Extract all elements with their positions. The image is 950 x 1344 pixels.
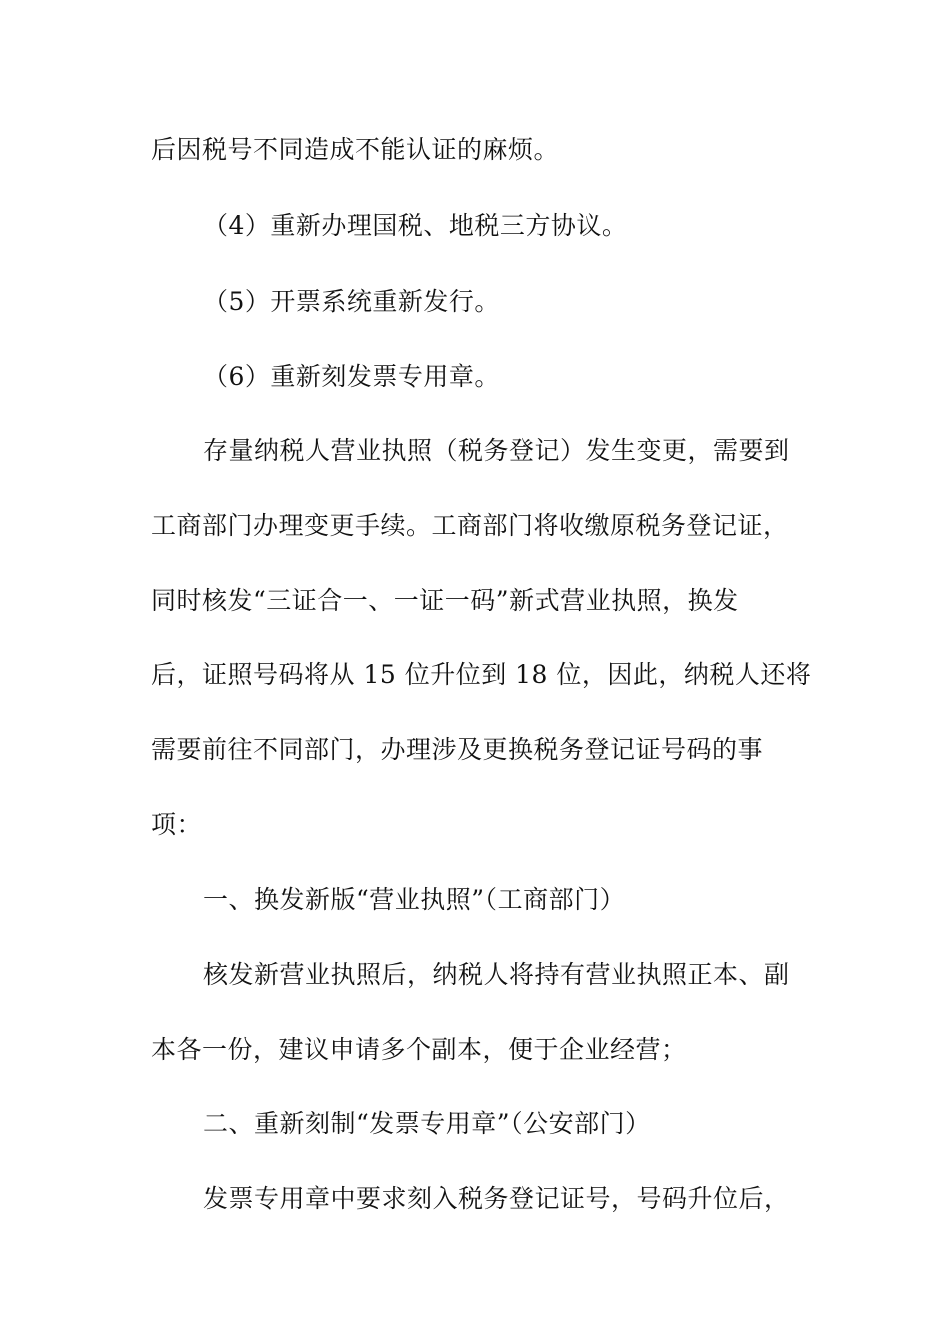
section-heading-2: 二、重新刻制“发票专用章”（公安部门） — [203, 1109, 651, 1138]
paragraph-line: 存量纳税人营业执照（税务登记）发生变更，需要到 — [203, 436, 790, 465]
paragraph-line: 发票专用章中要求刻入税务登记证号，号码升位后， — [203, 1184, 790, 1213]
paragraph-line: 需要前往不同部门，办理涉及更换税务登记证号码的事 — [151, 735, 764, 764]
list-item-4: （4）重新办理国税、地税三方协议。 — [203, 211, 628, 240]
paragraph-line: 核发新营业执照后，纳税人将持有营业执照正本、副 — [203, 960, 790, 989]
paragraph-line: 后，证照号码将从 15 位升位到 18 位，因此，纳税人还将 — [151, 660, 812, 689]
section-heading-1: 一、换发新版“营业执照”（工商部门） — [203, 885, 626, 914]
paragraph-line: 同时核发“三证合一、一证一码”新式营业执照，换发 — [151, 586, 739, 615]
list-item-6: （6）重新刻发票专用章。 — [203, 362, 500, 391]
paragraph-line: 后因税号不同造成不能认证的麻烦。 — [151, 135, 560, 164]
list-item-5: （5）开票系统重新发行。 — [203, 287, 500, 316]
paragraph-line: 工商部门办理变更手续。工商部门将收缴原税务登记证， — [151, 511, 789, 540]
paragraph-line: 项： — [151, 810, 203, 839]
paragraph-line: 本各一份，建议申请多个副本，便于企业经营； — [151, 1035, 687, 1064]
